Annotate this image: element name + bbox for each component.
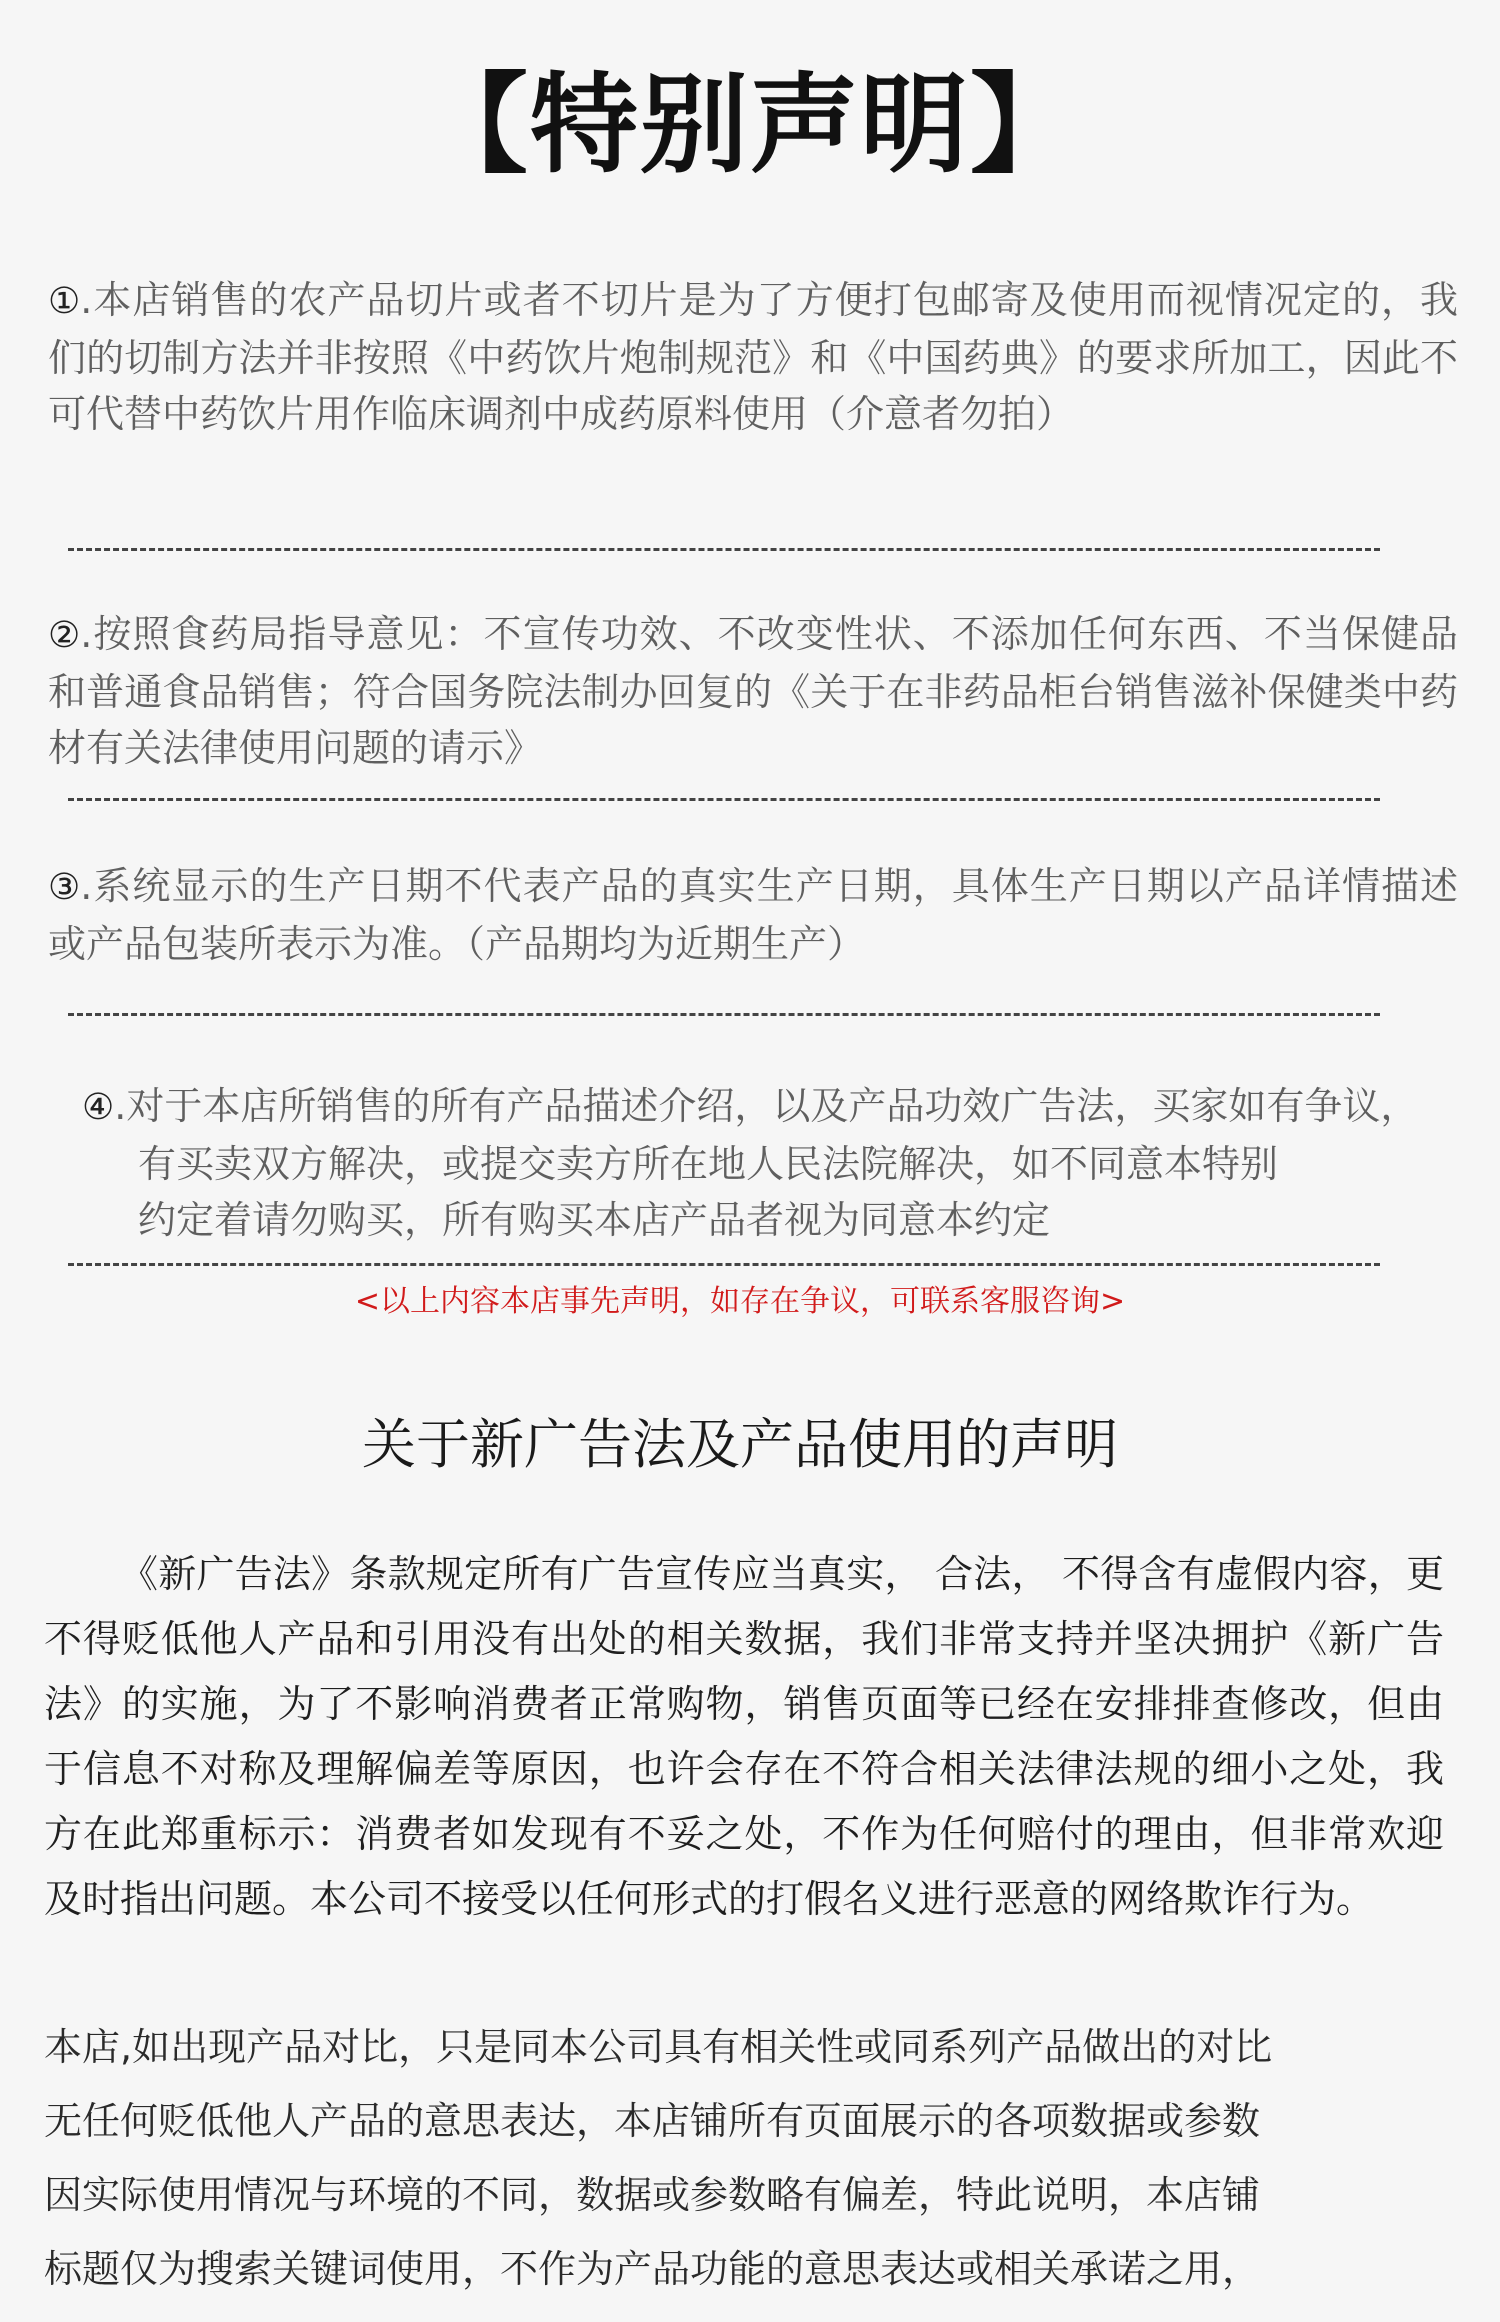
divider-2 bbox=[68, 798, 1380, 801]
paragraph2-line-1: 本店,如出现产品对比，只是同本公司具有相关性或同系列产品做出的对比 bbox=[44, 2025, 1273, 2069]
notice-2-marker: ② bbox=[48, 615, 81, 656]
notice-4-line-3: 约定着请勿购买，所有购买本店产品者视为同意本约定 bbox=[138, 1198, 1051, 1242]
notice-4-line-1 bbox=[82, 1078, 1419, 1136]
divider-1 bbox=[68, 548, 1380, 551]
notice-4 bbox=[82, 1078, 1419, 1248]
notice-1 bbox=[48, 272, 1458, 442]
notice-4-marker: ④ bbox=[82, 1087, 115, 1128]
notice-4-line-2: 有买卖双方解决，或提交卖方所在地人民法院解决，如不同意本特别 bbox=[138, 1142, 1279, 1186]
notice-3 bbox=[48, 858, 1458, 972]
notice-3-text bbox=[48, 858, 1458, 972]
notice-3-body: .系统显示的生产日期不代表产品的真实生产日期，具体生产日期以产品详情描述或产品包装所表示为准。（产品期均为近期生产） bbox=[48, 864, 1458, 966]
notice-2-text bbox=[48, 606, 1458, 776]
notice-1-body: .本店销售的农产品切片或者不切片是为了方便打包邮寄及使用而视情况定的，我们的切制方法并非按照《中药饮片炮制规范》和《中国药典》的要求所加工，因此不可代替中药饮片用作临床调剂中成药原料使用（介意者勿拍） bbox=[48, 278, 1458, 436]
paragraph2-line-3: 因实际使用情况与环境的不同，数据或参数略有偏差，特此说明，本店铺 bbox=[44, 2173, 1261, 2217]
notice-1-marker: ① bbox=[48, 281, 81, 322]
paragraph2-line-2: 无任何贬低他人产品的意思表达，本店铺所有页面展示的各项数据或参数 bbox=[44, 2099, 1261, 2143]
paragraph2-line-4: 标题仅为搜索关键词使用，不作为产品功能的意思表达或相关承诺之用， bbox=[44, 2247, 1261, 2291]
notice-3-marker: ③ bbox=[48, 867, 81, 908]
notice-2-body: .按照食药局指导意见：不宣传功效、不改变性状、不添加任何东西、不当保健品和普通食品销售；符合国务院法制办回复的《关于在非药品柜台销售滋补保健类中药材有关法律使用问题的请示》 bbox=[48, 612, 1458, 770]
page-title: 【特别声明】 bbox=[419, 62, 1080, 188]
notice-2 bbox=[48, 606, 1458, 776]
divider-3 bbox=[68, 1013, 1380, 1016]
contact-note: <以上内容本店事先声明，如存在争议，可联系客服咨询> bbox=[354, 1284, 1126, 1319]
notice-1-text bbox=[48, 272, 1458, 442]
section-title: 关于新广告法及产品使用的声明 bbox=[362, 1413, 1118, 1476]
advertising-law-paragraph: 《新广告法》条款规定所有广告宣传应当真实， 合法， 不得含有虚假内容，更不得贬低他人产品和引用没有出处的相关数据，我们非常支持并坚决拥护《新广告法》的实施，为了不影响消费者正常购物，销售页面等已经在安排排查修改，但由于信息不对称及理解偏差等原因，也许会存在不符合相关法律法规的细小之处，我方在此郑重标示：消费者如发现有不妥之处，不作为任何赔付的理由，但非常欢迎及时指出问题。本公司不接受以任何形式的打假名义进行恶意的网络欺诈行为。 bbox=[44, 1552, 1444, 1921]
divider-4 bbox=[68, 1263, 1380, 1266]
product-comparison-paragraph bbox=[44, 2010, 1444, 2306]
notice-4-line-1-text: .对于本店所销售的所有产品描述介绍，以及产品功效广告法，买家如有争议， bbox=[114, 1084, 1419, 1128]
